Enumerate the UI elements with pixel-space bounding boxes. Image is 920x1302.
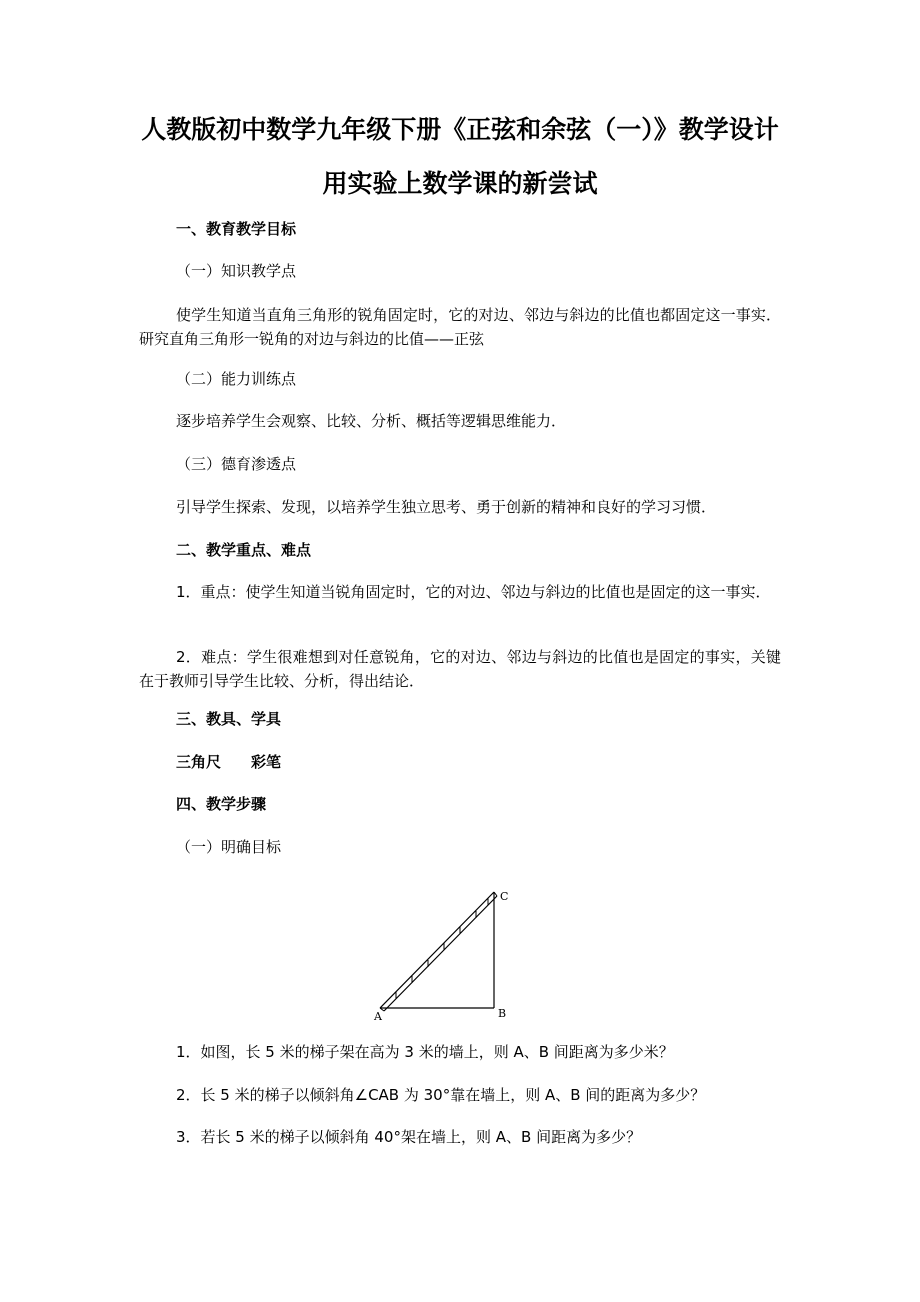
- subsection-knowledge-text: 使学生知道当直角三角形的锐角固定时，它的对边、邻边与斜边的比值也都固定这一事实．研究直角三角形一锐角的对边与斜边的比值——正弦: [139, 306, 781, 348]
- subsection-moral-text: 引导学生探索、发现，以培养学生独立思考、勇于创新的精神和良好的学习习惯．: [176, 498, 717, 516]
- vertex-a-label: A: [374, 1010, 382, 1022]
- difficulty-paragraph: 2．难点：学生很难想到对任意锐角，它的对边、邻边与斜边的比值也是固定的事实，关键在于教师引导学生比较、分析，得出结论．: [139, 648, 781, 690]
- vertex-c-label: C: [500, 890, 509, 903]
- tools-list: 三角尺 彩笔: [176, 753, 282, 771]
- subsection-moral-label: （三）德育渗透点: [176, 455, 297, 473]
- ladder: [380, 892, 497, 1011]
- subsection-ability-text: 逐步培养学生会观察、比较、分析、概括等逻辑思维能力．: [176, 412, 567, 430]
- question-2: 2．长 5 米的梯子以倾斜角∠CAB 为 30°靠在墙上，则 A、B 间的距离为多少？: [176, 1086, 706, 1104]
- key-point-paragraph: 1．重点：使学生知道当锐角固定时，它的对边、邻边与斜边的比值也是固定的这一事实．: [176, 583, 771, 601]
- document-subtitle: 用实验上数学课的新尝试: [322, 169, 598, 198]
- question-1: 1．如图，长 5 米的梯子架在高为 3 米的墙上，则 A、B 间距离为多少米？: [176, 1043, 674, 1061]
- vertex-b-label: B: [498, 1007, 507, 1020]
- document-title: 人教版初中数学九年级下册《正弦和余弦（一）》教学设计: [141, 115, 779, 144]
- ladder-triangle-figure: [360, 880, 530, 1022]
- subsection-knowledge-label: （一）知识教学点: [176, 262, 297, 280]
- section-2-heading: 二、教学重点、难点: [176, 541, 312, 559]
- section-1-heading: 一、教育教学目标: [176, 220, 297, 238]
- subsection-objective-label: （一）明确目标: [176, 838, 282, 856]
- section-3-heading: 三、教具、学具: [176, 710, 282, 728]
- section-4-heading: 四、教学步骤: [176, 795, 267, 813]
- question-3: 3．若长 5 米的梯子以倾斜角 40°架在墙上，则 A、B 间距离为多少？: [176, 1128, 642, 1146]
- subsection-ability-label: （二）能力训练点: [176, 370, 297, 388]
